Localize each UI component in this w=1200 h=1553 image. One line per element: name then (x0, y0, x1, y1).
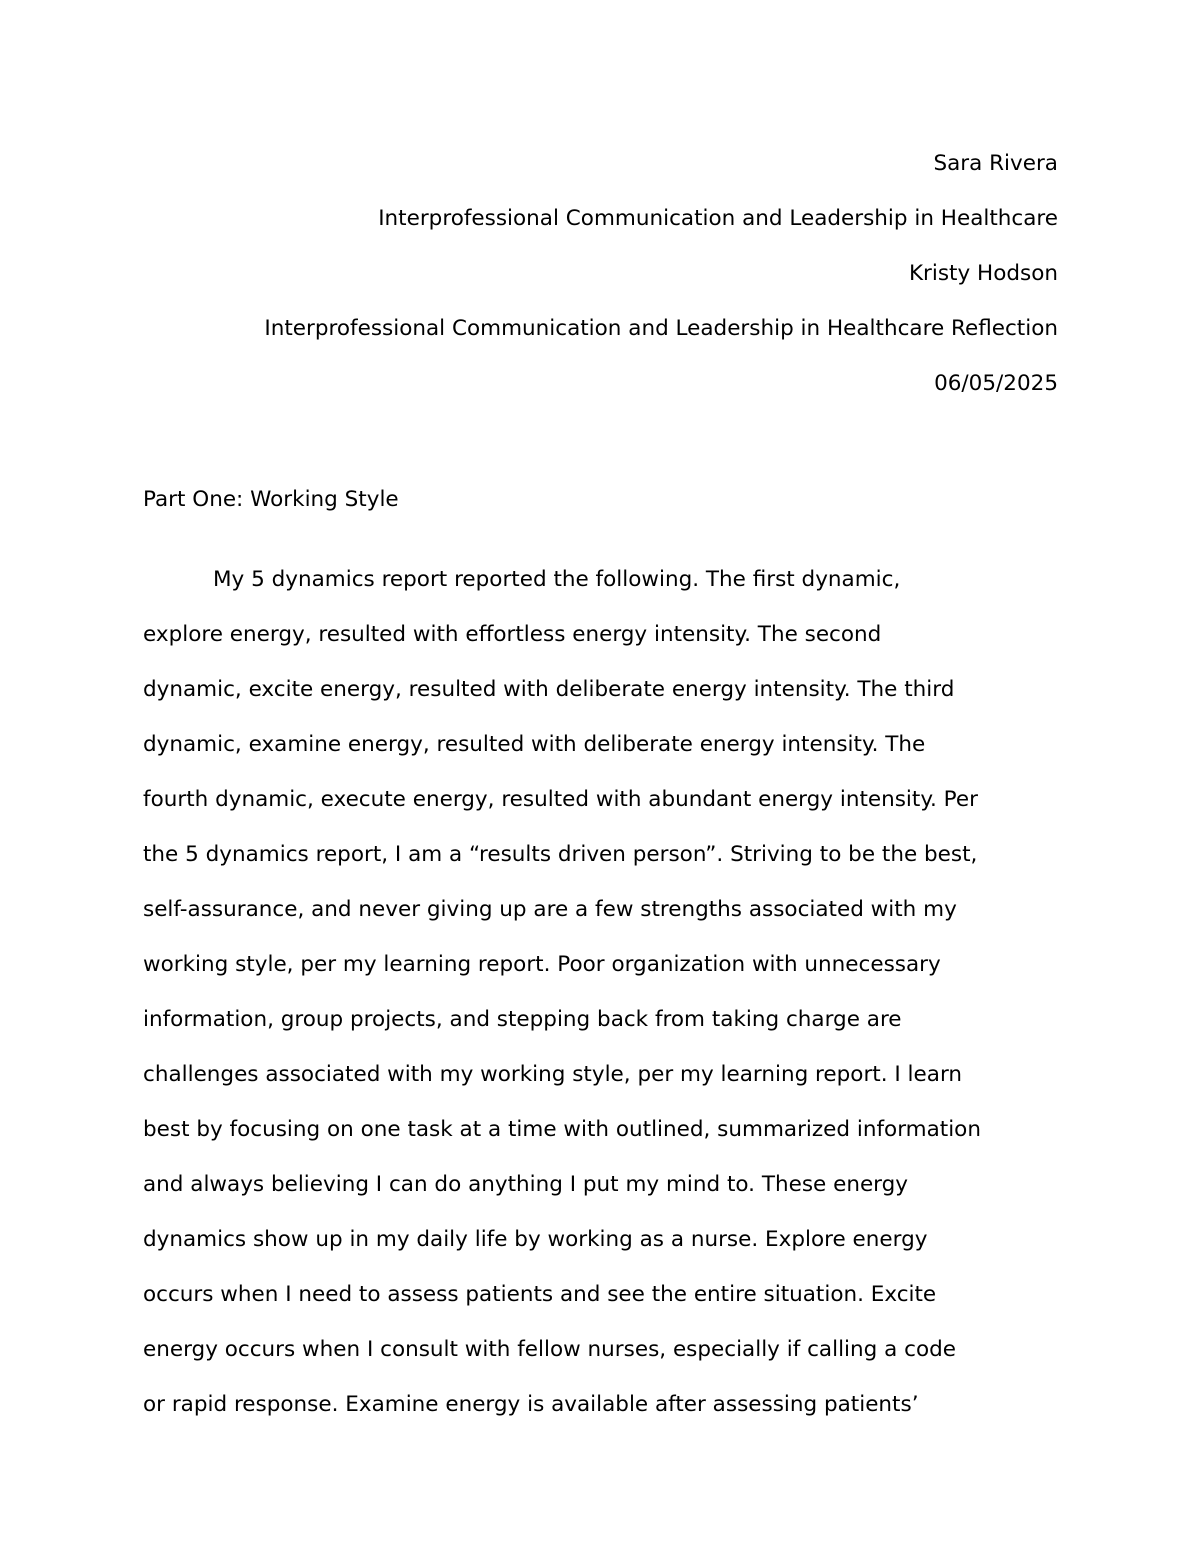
paragraph-line: fourth dynamic, execute energy, resulted with abundant energy intensity. Per (143, 787, 978, 812)
paragraph-line: information, group projects, and stepping back from taking charge are (143, 1007, 902, 1032)
paragraph-line: My 5 dynamics report reported the following. The first dynamic, (213, 567, 901, 592)
paragraph-line: the 5 dynamics report, I am a “results driven person”. Striving to be the best, (143, 842, 978, 867)
paragraph-line: energy occurs when I consult with fellow nurses, especially if calling a code (143, 1337, 956, 1362)
paragraph-line: or rapid response. Examine energy is available after assessing patients’ (143, 1392, 919, 1417)
document-header (100, 136, 1058, 411)
section-heading: Part One: Working Style (143, 487, 399, 512)
paragraph-line: best by focusing on one task at a time with outlined, summarized information (143, 1117, 981, 1142)
paragraph-line: and always believing I can do anything I put my mind to. These energy (143, 1172, 909, 1197)
paragraph-line: dynamic, excite energy, resulted with deliberate energy intensity. The third (143, 677, 955, 702)
document-date: 06/05/2025 (934, 371, 1058, 396)
course-name: Interprofessional Communication and Leadership in Healthcare (378, 206, 1058, 231)
instructor-name: Kristy Hodson (908, 261, 1058, 286)
body-paragraph (143, 552, 1063, 1432)
assignment-title: Interprofessional Communication and Leadership in Healthcare Reflection (264, 316, 1058, 341)
paragraph-line: explore energy, resulted with effortless energy intensity. The second (143, 622, 882, 647)
paragraph-line: self-assurance, and never giving up are a few strengths associated with my (143, 897, 957, 922)
paragraph-line: dynamic, examine energy, resulted with deliberate energy intensity. The (143, 732, 926, 757)
paragraph-line: challenges associated with my working style, per my learning report. I learn (143, 1062, 963, 1087)
student-name: Sara Rivera (933, 151, 1058, 176)
paragraph-line: working style, per my learning report. Poor organization with unnecessary (143, 952, 941, 977)
paragraph-line: dynamics show up in my daily life by working as a nurse. Explore energy (143, 1227, 928, 1252)
paragraph-line: occurs when I need to assess patients and see the entire situation. Excite (143, 1282, 937, 1307)
